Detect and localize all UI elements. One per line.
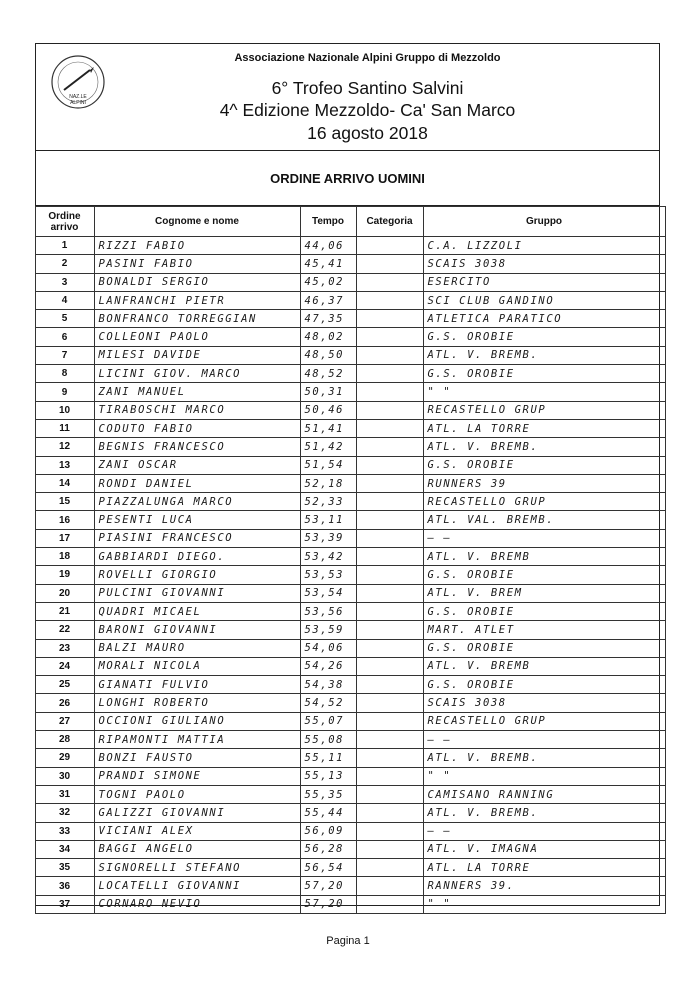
group-cell: SCAIS 3038 <box>423 694 665 712</box>
name-cell: BARONI GIOVANNI <box>94 621 300 639</box>
name-cell: ROVELLI GIORGIO <box>94 566 300 584</box>
order-cell: 35 <box>35 859 94 877</box>
time-cell: 56,54 <box>300 859 356 877</box>
time-cell: 56,28 <box>300 840 356 858</box>
time-cell: 53,59 <box>300 621 356 639</box>
order-cell: 36 <box>35 877 94 895</box>
group-cell: — — <box>423 731 665 749</box>
category-cell <box>356 511 423 529</box>
name-cell: VICIANI ALEX <box>94 822 300 840</box>
results-sheet <box>35 43 660 911</box>
group-cell: — — <box>423 822 665 840</box>
table-row <box>35 456 665 474</box>
order-cell: 23 <box>35 639 94 657</box>
name-cell: LONGHI ROBERTO <box>94 694 300 712</box>
time-cell: 52,33 <box>300 493 356 511</box>
category-cell <box>356 255 423 273</box>
name-cell: BAGGI ANGELO <box>94 840 300 858</box>
table-row <box>35 529 665 547</box>
name-cell: BEGNIS FRANCESCO <box>94 438 300 456</box>
group-cell: RECASTELLO GRUP <box>423 493 665 511</box>
group-cell: G.S. OROBIE <box>423 365 665 383</box>
order-cell: 4 <box>35 291 94 309</box>
document-header <box>36 44 659 151</box>
category-cell <box>356 694 423 712</box>
name-cell: QUADRI MICAEL <box>94 602 300 620</box>
order-cell: 16 <box>35 511 94 529</box>
group-cell: ATL. LA TORRE <box>423 419 665 437</box>
table-row <box>35 712 665 730</box>
event-date: 16 agosto 2018 <box>307 123 428 143</box>
time-cell: 48,02 <box>300 328 356 346</box>
order-cell: 6 <box>35 328 94 346</box>
order-cell: 5 <box>35 310 94 328</box>
group-cell: " " <box>423 383 665 401</box>
category-cell <box>356 895 423 913</box>
time-cell: 51,42 <box>300 438 356 456</box>
table-row <box>35 804 665 822</box>
time-cell: 45,02 <box>300 273 356 291</box>
order-cell: 15 <box>35 493 94 511</box>
results-body <box>35 237 665 914</box>
table-row <box>35 474 665 492</box>
group-cell: G.S. OROBIE <box>423 639 665 657</box>
name-cell: SIGNORELLI STEFANO <box>94 859 300 877</box>
name-cell: GABBIARDI DIEGO. <box>94 548 300 566</box>
name-cell: COLLEONI PAOLO <box>94 328 300 346</box>
name-cell: RIZZI FABIO <box>94 237 300 255</box>
table-row <box>35 602 665 620</box>
group-cell: ATL. V. BREMB. <box>423 346 665 364</box>
table-row <box>35 346 665 364</box>
name-cell: PASINI FABIO <box>94 255 300 273</box>
event-title: 6° Trofeo Santino Salvini <box>271 78 464 98</box>
table-row <box>35 438 665 456</box>
group-cell: " " <box>423 895 665 913</box>
name-cell: BONFRANCO TORREGGIAN <box>94 310 300 328</box>
order-cell: 27 <box>35 712 94 730</box>
table-row <box>35 840 665 858</box>
time-cell: 50,46 <box>300 401 356 419</box>
time-cell: 53,53 <box>300 566 356 584</box>
table-row <box>35 767 665 785</box>
name-cell: BONALDI SERGIO <box>94 273 300 291</box>
table-row <box>35 401 665 419</box>
name-cell: CORNARO NEVIO <box>94 895 300 913</box>
table-row <box>35 365 665 383</box>
time-cell: 44,06 <box>300 237 356 255</box>
time-cell: 54,06 <box>300 639 356 657</box>
col-order-header: Ordine arrivo <box>35 207 94 237</box>
order-cell: 24 <box>35 657 94 675</box>
time-cell: 45,41 <box>300 255 356 273</box>
time-cell: 55,13 <box>300 767 356 785</box>
category-cell <box>356 785 423 803</box>
category-cell <box>356 767 423 785</box>
category-cell <box>356 804 423 822</box>
group-cell: G.S. OROBIE <box>423 328 665 346</box>
order-cell: 30 <box>35 767 94 785</box>
event-edition: 4^ Edizione Mezzoldo- Ca' San Marco <box>219 100 516 120</box>
category-cell <box>356 438 423 456</box>
table-row <box>35 694 665 712</box>
category-cell <box>356 365 423 383</box>
time-cell: 55,35 <box>300 785 356 803</box>
group-cell: CAMISANO RANNING <box>423 785 665 803</box>
order-cell: 11 <box>35 419 94 437</box>
table-row <box>35 822 665 840</box>
category-cell <box>356 731 423 749</box>
col-category-header: Categoria <box>356 207 423 237</box>
order-cell: 20 <box>35 584 94 602</box>
name-cell: RIPAMONTI MATTIA <box>94 731 300 749</box>
category-cell <box>356 383 423 401</box>
category-cell <box>356 749 423 767</box>
name-cell: PESENTI LUCA <box>94 511 300 529</box>
order-cell: 14 <box>35 474 94 492</box>
table-row <box>35 676 665 694</box>
group-cell: G.S. OROBIE <box>423 602 665 620</box>
name-cell: OCCIONI GIULIANO <box>94 712 300 730</box>
svg-text:NAZ.LE: NAZ.LE <box>69 94 87 100</box>
table-row <box>35 749 665 767</box>
group-cell: MART. ATLET <box>423 621 665 639</box>
group-cell: SCI CLUB GANDINO <box>423 291 665 309</box>
time-cell: 57,20 <box>300 895 356 913</box>
name-cell: PIAZZALUNGA MARCO <box>94 493 300 511</box>
name-cell: LICINI GIOV. MARCO <box>94 365 300 383</box>
table-row <box>35 511 665 529</box>
category-cell <box>356 621 423 639</box>
name-cell: GALIZZI GIOVANNI <box>94 804 300 822</box>
group-cell: ATL. V. IMAGNA <box>423 840 665 858</box>
group-cell: ATL. VAL. BREMB. <box>423 511 665 529</box>
table-row <box>35 328 665 346</box>
name-cell: BONZI FAUSTO <box>94 749 300 767</box>
name-cell: TIRABOSCHI MARCO <box>94 401 300 419</box>
group-cell: RECASTELLO GRUP <box>423 712 665 730</box>
time-cell: 53,42 <box>300 548 356 566</box>
group-cell: ATL. V. BREMB. <box>423 749 665 767</box>
category-cell <box>356 877 423 895</box>
order-cell: 10 <box>35 401 94 419</box>
section-title: ORDINE ARRIVO UOMINI <box>270 171 425 186</box>
name-cell: CODUTO FABIO <box>94 419 300 437</box>
table-row <box>35 785 665 803</box>
group-cell: ATL. V. BREMB <box>423 548 665 566</box>
time-cell: 55,44 <box>300 804 356 822</box>
table-row <box>35 310 665 328</box>
table-row <box>35 291 665 309</box>
order-cell: 19 <box>35 566 94 584</box>
group-cell: RECASTELLO GRUP <box>423 401 665 419</box>
name-cell: PIASINI FRANCESCO <box>94 529 300 547</box>
table-row <box>35 383 665 401</box>
group-cell: ATL. V. BREMB. <box>423 438 665 456</box>
category-cell <box>356 602 423 620</box>
table-row <box>35 859 665 877</box>
table-row <box>35 548 665 566</box>
time-cell: 51,54 <box>300 456 356 474</box>
table-row <box>35 237 665 255</box>
name-cell: PRANDI SIMONE <box>94 767 300 785</box>
order-cell: 8 <box>35 365 94 383</box>
time-cell: 57,20 <box>300 877 356 895</box>
name-cell: PULCINI GIOVANNI <box>94 584 300 602</box>
group-cell: ATL. V. BREMB <box>423 657 665 675</box>
category-cell <box>356 548 423 566</box>
category-cell <box>356 474 423 492</box>
category-cell <box>356 346 423 364</box>
table-row <box>35 584 665 602</box>
name-cell: ZANI MANUEL <box>94 383 300 401</box>
name-cell: GIANATI FULVIO <box>94 676 300 694</box>
time-cell: 46,37 <box>300 291 356 309</box>
name-cell: ZANI OSCAR <box>94 456 300 474</box>
group-cell: ATL. V. BREMB. <box>423 804 665 822</box>
table-row <box>35 895 665 913</box>
time-cell: 53,54 <box>300 584 356 602</box>
time-cell: 51,41 <box>300 419 356 437</box>
group-cell: C.A. LIZZOLI <box>423 237 665 255</box>
order-cell: 17 <box>35 529 94 547</box>
order-cell: 25 <box>35 676 94 694</box>
name-cell: MORALI NICOLA <box>94 657 300 675</box>
time-cell: 53,11 <box>300 511 356 529</box>
category-cell <box>356 493 423 511</box>
group-cell: RUNNERS 39 <box>423 474 665 492</box>
time-cell: 55,07 <box>300 712 356 730</box>
table-row <box>35 419 665 437</box>
table-row <box>35 731 665 749</box>
time-cell: 50,31 <box>300 383 356 401</box>
order-cell: 37 <box>35 895 94 913</box>
category-cell <box>356 566 423 584</box>
section-heading <box>36 151 659 206</box>
order-cell: 22 <box>35 621 94 639</box>
order-cell: 31 <box>35 785 94 803</box>
results-table <box>35 206 666 914</box>
group-cell: G.S. OROBIE <box>423 566 665 584</box>
category-cell <box>356 401 423 419</box>
category-cell <box>356 456 423 474</box>
name-cell: RONDI DANIEL <box>94 474 300 492</box>
time-cell: 54,52 <box>300 694 356 712</box>
table-row <box>35 877 665 895</box>
order-cell: 32 <box>35 804 94 822</box>
col-group-header: Gruppo <box>423 207 665 237</box>
table-row <box>35 657 665 675</box>
table-row <box>35 273 665 291</box>
category-cell <box>356 822 423 840</box>
time-cell: 54,26 <box>300 657 356 675</box>
table-row <box>35 566 665 584</box>
table-row <box>35 639 665 657</box>
category-cell <box>356 291 423 309</box>
category-cell <box>356 859 423 877</box>
category-cell <box>356 237 423 255</box>
order-cell: 18 <box>35 548 94 566</box>
time-cell: 48,50 <box>300 346 356 364</box>
group-cell: ESERCITO <box>423 273 665 291</box>
group-cell: G.S. OROBIE <box>423 676 665 694</box>
time-cell: 56,09 <box>300 822 356 840</box>
table-row <box>35 621 665 639</box>
time-cell: 54,38 <box>300 676 356 694</box>
order-cell: 3 <box>35 273 94 291</box>
category-cell <box>356 273 423 291</box>
name-cell: TOGNI PAOLO <box>94 785 300 803</box>
table-row <box>35 493 665 511</box>
group-cell: — — <box>423 529 665 547</box>
time-cell: 55,11 <box>300 749 356 767</box>
order-cell: 1 <box>35 237 94 255</box>
time-cell: 53,56 <box>300 602 356 620</box>
order-cell: 21 <box>35 602 94 620</box>
group-cell: ATLETICA PARATICO <box>423 310 665 328</box>
order-cell: 12 <box>35 438 94 456</box>
association-name: Associazione Nazionale Alpini Gruppo di Mezzoldo <box>234 52 501 64</box>
category-cell <box>356 529 423 547</box>
group-cell: ATL. V. BREM <box>423 584 665 602</box>
col-name-header: Cognome e nome <box>94 207 300 237</box>
svg-text:ALPINI: ALPINI <box>70 100 86 106</box>
order-cell: 26 <box>35 694 94 712</box>
category-cell <box>356 639 423 657</box>
order-cell: 2 <box>35 255 94 273</box>
group-cell: RANNERS 39. <box>423 877 665 895</box>
order-cell: 29 <box>35 749 94 767</box>
group-cell: " " <box>423 767 665 785</box>
category-cell <box>356 712 423 730</box>
category-cell <box>356 657 423 675</box>
name-cell: MILESI DAVIDE <box>94 346 300 364</box>
order-cell: 33 <box>35 822 94 840</box>
order-cell: 9 <box>35 383 94 401</box>
category-cell <box>356 328 423 346</box>
order-cell: 7 <box>35 346 94 364</box>
category-cell <box>356 676 423 694</box>
group-cell: SCAIS 3038 <box>423 255 665 273</box>
table-header-row <box>35 207 665 237</box>
category-cell <box>356 840 423 858</box>
name-cell: LANFRANCHI PIETR <box>94 291 300 309</box>
time-cell: 53,39 <box>300 529 356 547</box>
order-cell: 34 <box>35 840 94 858</box>
category-cell <box>356 310 423 328</box>
name-cell: BALZI MAURO <box>94 639 300 657</box>
table-row <box>35 255 665 273</box>
order-cell: 13 <box>35 456 94 474</box>
time-cell: 48,52 <box>300 365 356 383</box>
time-cell: 52,18 <box>300 474 356 492</box>
group-cell: ATL. LA TORRE <box>423 859 665 877</box>
time-cell: 55,08 <box>300 731 356 749</box>
category-cell <box>356 584 423 602</box>
page-footer: Pagina 1 <box>326 935 370 947</box>
time-cell: 47,35 <box>300 310 356 328</box>
col-time-header: Tempo <box>300 207 356 237</box>
name-cell: LOCATELLI GIOVANNI <box>94 877 300 895</box>
group-cell: G.S. OROBIE <box>423 456 665 474</box>
category-cell <box>356 419 423 437</box>
order-cell: 28 <box>35 731 94 749</box>
